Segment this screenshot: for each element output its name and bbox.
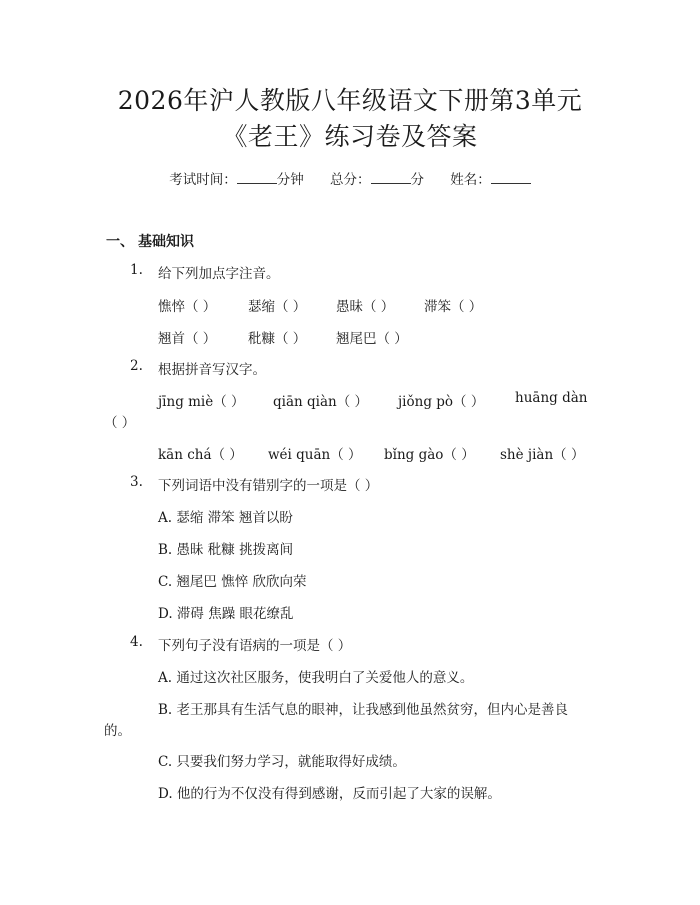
page-subtitle: 《老王》练习卷及答案 — [222, 122, 478, 151]
option-d: D. 他的行为不仅没有得到感谢，反而引起了大家的误解。 — [158, 786, 501, 802]
section-number: 一、 — [106, 234, 134, 250]
q2-item: wéi quān（ ） — [268, 447, 362, 463]
q2-item: bǐng gào（ ） — [384, 447, 475, 463]
question-number: 2. — [130, 358, 143, 374]
q1-item: 翘首（ ） — [158, 331, 217, 347]
q2-item: jīng miè（ ） — [158, 394, 245, 410]
q1-item: 瑟缩（ ） — [248, 299, 307, 315]
q2-item: kān chá（ ） — [158, 447, 243, 463]
name-blank — [491, 171, 531, 184]
question-text: 根据拼音写汉字。 — [158, 362, 266, 378]
time-blank — [237, 171, 277, 184]
question-number: 3. — [130, 474, 143, 490]
option-b: B. 愚昧 秕糠 挑拨离间 — [158, 542, 294, 558]
exam-info-line — [0, 168, 700, 188]
q1-item: 翘尾巴（ ） — [336, 331, 408, 347]
option-a: A. 通过这次社区服务，使我明白了关爱他人的意义。 — [158, 670, 474, 686]
q1-item: 秕糠（ ） — [248, 331, 307, 347]
exam-time-field: 考试时间： 分钟 — [169, 172, 304, 188]
option-d: D. 滞碍 焦躁 眼花缭乱 — [158, 606, 294, 622]
question-number: 1. — [130, 262, 143, 278]
question-text: 给下列加点字注音。 — [158, 266, 280, 282]
q2-item-wrap: （ ） — [104, 415, 136, 431]
q1-item: 憔悴（ ） — [158, 299, 217, 315]
q2-item: shè jiàn（ ） — [500, 447, 585, 463]
option-c: C. 翘尾巴 憔悴 欣欣向荣 — [158, 574, 307, 590]
total-score-field: 总分： 分 — [330, 172, 424, 188]
option-b: B. 老王那具有生活气息的眼神，让我感到他虽然贫穷，但内心是善良 — [158, 702, 569, 718]
q1-item: 滞笨（ ） — [424, 299, 483, 315]
q2-item: jiǒng pò（ ） — [398, 394, 485, 410]
q2-item: qiān qiàn（ ） — [273, 394, 368, 410]
section-title: 基础知识 — [138, 234, 194, 250]
question-text: 下列词语中没有错别字的一项是（ ） — [158, 478, 379, 494]
option-c: C. 只要我们努力学习，就能取得好成绩。 — [158, 754, 406, 770]
q1-item: 愚昧（ ） — [336, 299, 395, 315]
score-blank — [371, 171, 411, 184]
page-title: 2026年沪人教版八年级语文下册第3单元 — [117, 86, 583, 115]
option-b-wrap: 的。 — [104, 723, 131, 739]
option-a: A. 瑟缩 滞笨 翘首以盼 — [158, 510, 293, 526]
question-text: 下列句子没有语病的一项是（ ） — [158, 638, 352, 654]
q2-item: huāng dàn — [515, 390, 588, 406]
student-name-field: 姓名： — [450, 168, 531, 188]
question-number: 4. — [130, 634, 143, 650]
